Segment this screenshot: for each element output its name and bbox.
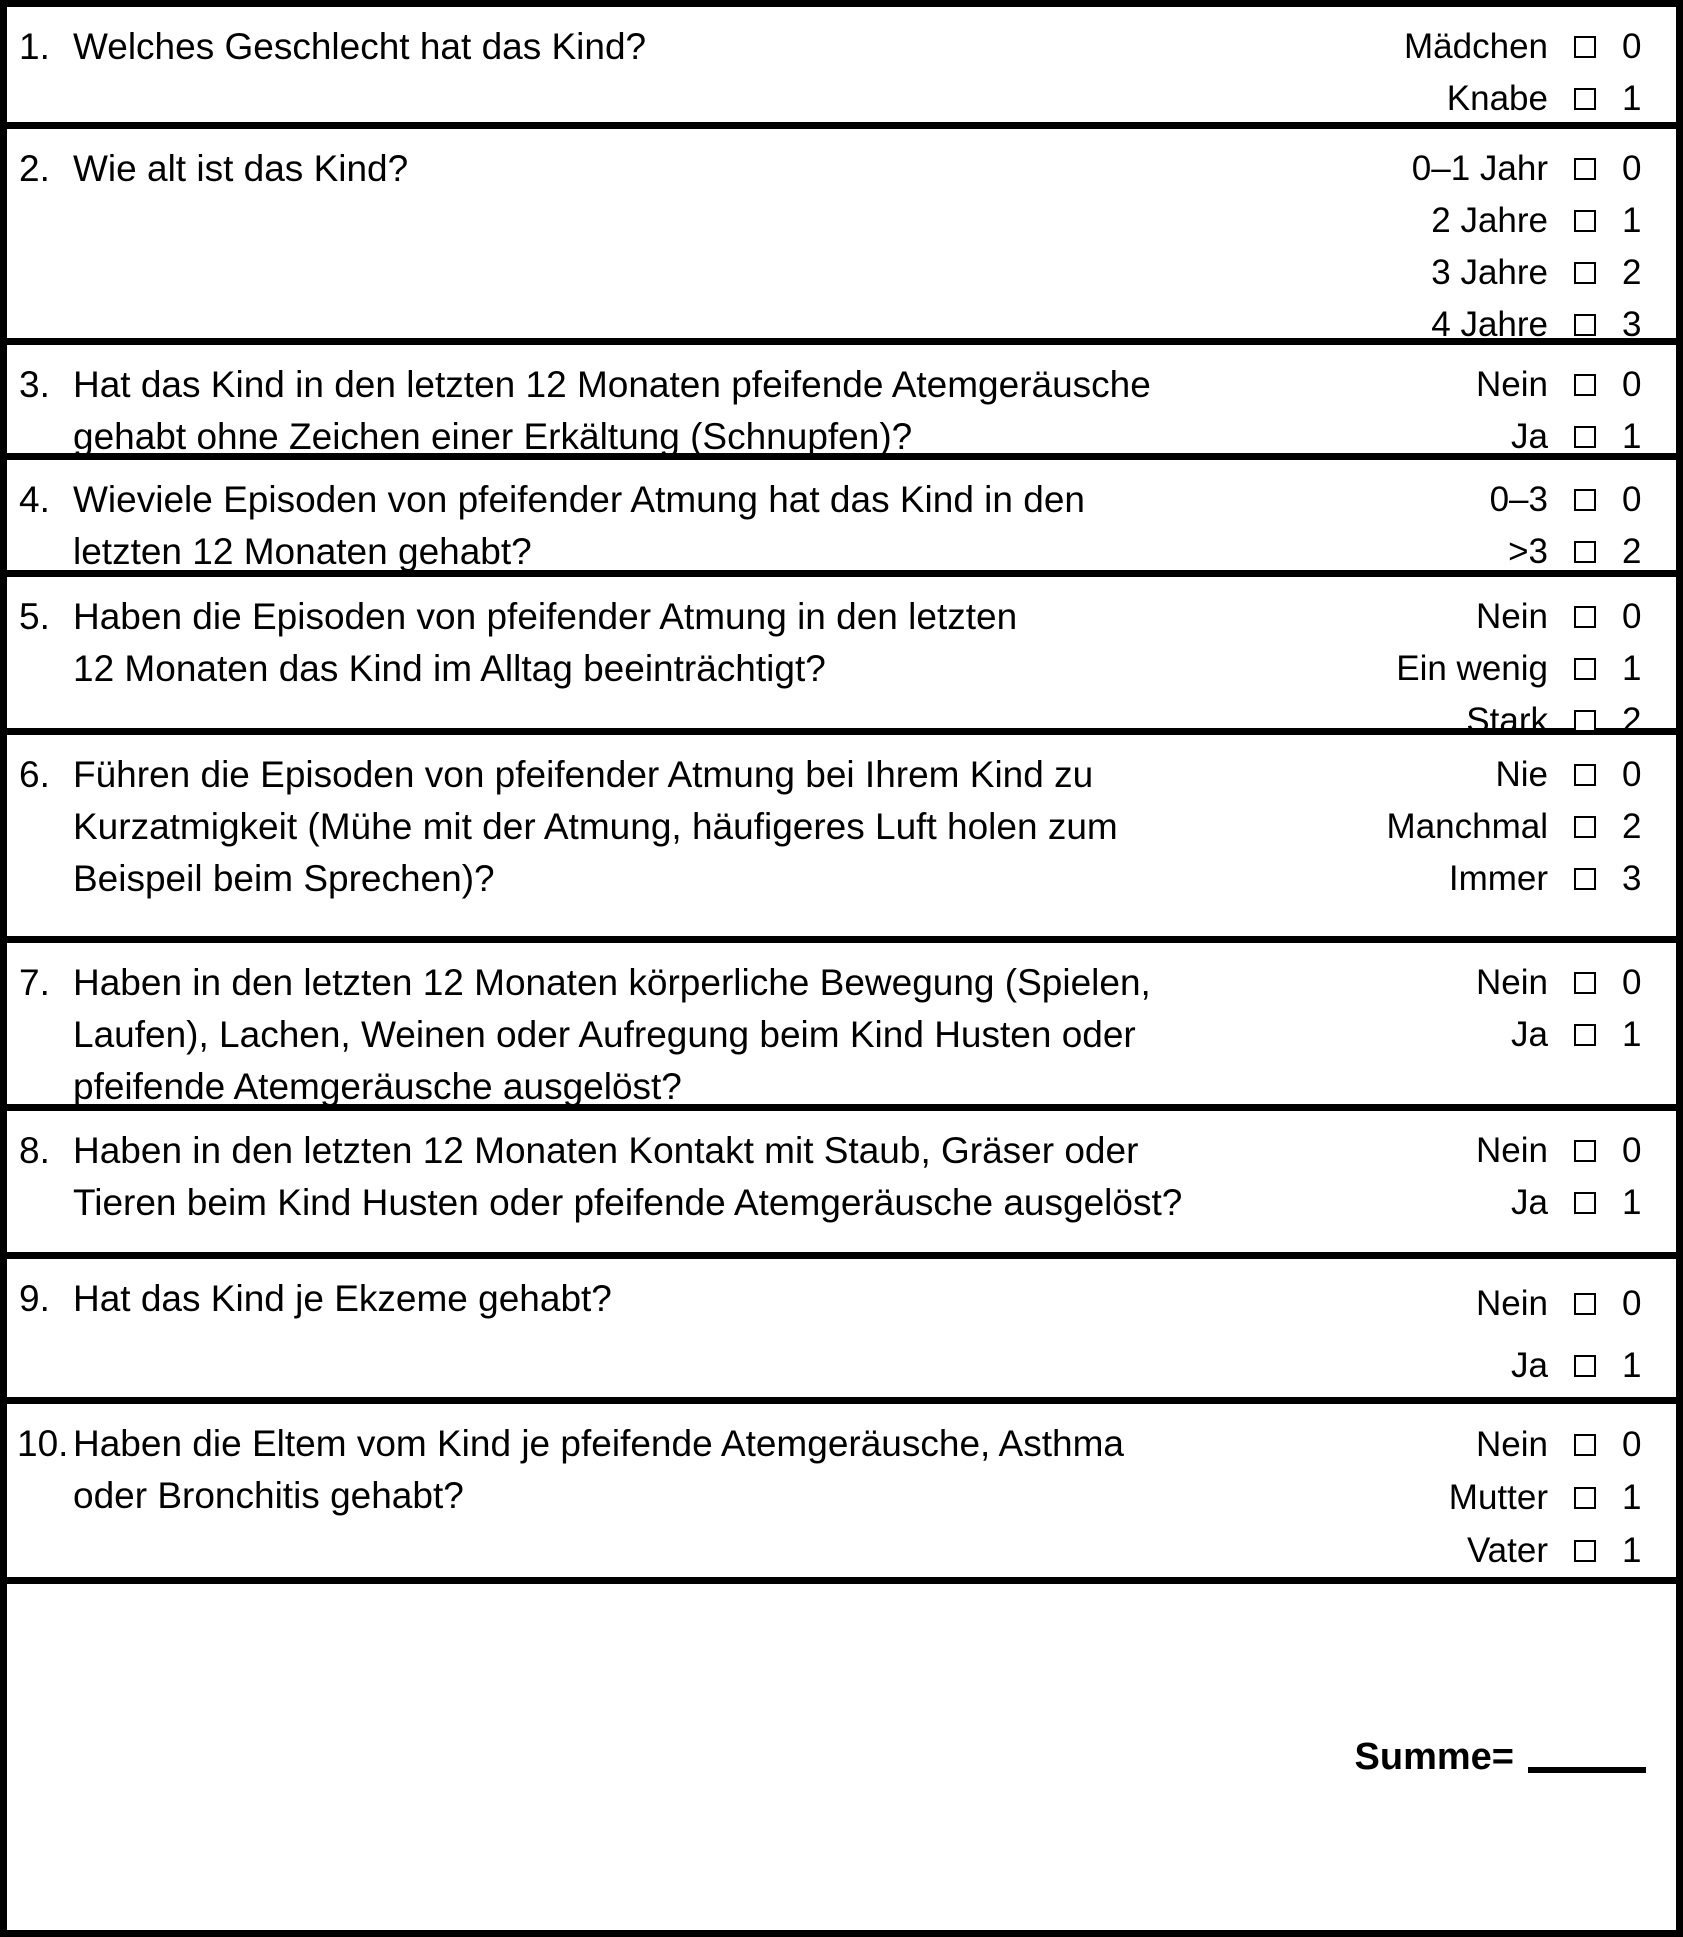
question-2-options [1216,129,1676,344]
question-4-text-line-1: Wieviele Episoden von pfeifender Atmung hat das Kind in den [73,479,1085,520]
question-8-options [1216,1111,1676,1252]
option-row[interactable] [1216,749,1654,801]
checkbox-icon[interactable] [1574,426,1596,448]
summary-value-field[interactable] [1528,1741,1646,1773]
checkbox-icon[interactable] [1574,1487,1596,1509]
question-8-text-line-2: Tieren beim Kind Husten oder pfeifende Atemgeräusche ausgelöst? [73,1182,1183,1223]
question-9-options [1216,1259,1676,1397]
question-10-options [1216,1404,1676,1577]
option-row[interactable] [1216,411,1654,463]
option-row[interactable] [1216,643,1654,695]
question-1-options [1216,7,1676,122]
checkbox-icon[interactable] [1574,1434,1596,1456]
checkbox-icon[interactable] [1574,262,1596,284]
option-row[interactable] [1216,801,1654,853]
question-3-prompt [7,345,1216,457]
option-label: Vater [1466,1530,1548,1570]
question-4-text-line-2: letzten 12 Monaten gehabt? [73,531,532,572]
option-label: Stark [1466,701,1548,740]
option-score: 0 [1622,755,1642,794]
option-label: Ja [1511,1015,1548,1054]
checkbox-icon[interactable] [1574,88,1596,110]
option-row[interactable] [1216,526,1654,578]
option-score: 2 [1622,701,1642,740]
option-row[interactable] [1216,1125,1654,1177]
checkbox-icon[interactable] [1574,1024,1596,1046]
option-score: 1 [1622,649,1642,688]
checkbox-icon[interactable] [1574,658,1596,680]
option-row[interactable] [1216,1009,1654,1061]
question-8-text-line-1: Haben in den letzten 12 Monaten Kontakt mit Staub, Gräser oder [73,1130,1139,1171]
question-row-10 [7,1404,1676,1584]
option-score: 2 [1622,807,1642,846]
option-label: Mutter [1448,1477,1548,1517]
option-score: 0 [1622,27,1642,66]
question-2-number: 2. [19,148,50,189]
question-5-prompt [7,577,1216,728]
checkbox-icon[interactable] [1574,158,1596,180]
question-2-text [73,143,1216,195]
checkbox-icon[interactable] [1574,868,1596,890]
question-1-text-line-1: Welches Geschlecht hat das Kind? [73,26,647,67]
question-7-text-line-3: pfeifende Atemgeräusche ausgelöst? [73,1066,682,1107]
summary-container [7,1584,1676,1930]
option-row[interactable] [1216,474,1654,526]
question-row-9 [7,1259,1676,1404]
question-row-6 [7,735,1676,943]
checkbox-icon[interactable] [1574,710,1596,732]
question-5-text [73,591,1216,695]
question-8-text [73,1125,1216,1229]
checkbox-icon[interactable] [1574,1192,1596,1214]
question-4-options [1216,460,1676,570]
question-row-8 [7,1111,1676,1259]
question-row-5 [7,577,1676,740]
question-3-text-line-2: gehabt ohne Zeichen einer Erkältung (Schnupfen)? [73,416,913,457]
option-label: 2 Jahre [1431,201,1548,240]
question-4-text [73,474,1216,578]
option-label: Manchmal [1386,807,1548,846]
checkbox-icon[interactable] [1574,210,1596,232]
checkbox-icon[interactable] [1574,606,1596,628]
question-row-1 [7,7,1676,129]
question-6-number: 6. [19,754,50,795]
question-5-text-line-1: Haben die Episoden von pfeifender Atmung in den letzten [73,596,1018,637]
option-label: Nein [1476,1284,1548,1323]
question-6-text [73,749,1216,905]
option-score: 2 [1622,532,1642,571]
question-7-options [1216,943,1676,1104]
question-5-number: 5. [19,596,50,637]
question-6-text-line-2: Kurzatmigkeit (Mühe mit der Atmung, häufigeres Luft holen zum [73,806,1118,847]
option-score: 3 [1622,305,1642,344]
option-row[interactable] [1216,359,1654,411]
question-7-text-line-1: Haben in den letzten 12 Monaten körperliche Bewegung (Spielen, [73,962,1151,1003]
option-label: 0–3 [1489,480,1548,519]
option-row[interactable] [1216,1524,1654,1577]
question-7-prompt [7,943,1216,1107]
option-label: Nein [1476,1131,1548,1170]
option-score: 1 [1622,1015,1642,1054]
option-label: Ja [1511,1346,1548,1385]
option-row[interactable] [1216,957,1654,1009]
checkbox-icon[interactable] [1574,314,1596,336]
checkbox-icon[interactable] [1574,816,1596,838]
option-row[interactable] [1216,1177,1654,1229]
question-row-7 [7,943,1676,1111]
question-row-4 [7,460,1676,577]
option-label: 0–1 Jahr [1411,149,1548,188]
checkbox-icon[interactable] [1574,1140,1596,1162]
option-row[interactable] [1216,195,1654,247]
question-8-number: 8. [19,1130,50,1171]
question-4-number: 4. [19,479,50,520]
option-score: 0 [1622,1131,1642,1170]
option-label: Ja [1511,417,1548,456]
option-row[interactable] [1216,1471,1654,1524]
checkbox-icon[interactable] [1574,374,1596,396]
option-score: 0 [1622,149,1642,188]
option-label: Nein [1476,597,1548,636]
option-label: Nein [1476,365,1548,404]
option-row[interactable] [1216,1335,1654,1397]
option-row[interactable] [1216,143,1654,195]
option-score: 1 [1622,201,1642,240]
option-score: 1 [1622,1477,1642,1517]
question-6-text-line-1: Führen die Episoden von pfeifender Atmung bei Ihrem Kind zu [73,754,1094,795]
option-score: 1 [1622,79,1642,118]
question-1-number: 1. [19,26,50,67]
option-label: 4 Jahre [1431,305,1548,344]
option-row[interactable] [1216,299,1654,351]
question-3-text [73,359,1216,463]
question-6-text-line-3: Beispeil beim Sprechen)? [73,858,495,899]
question-9-prompt [7,1259,1216,1397]
option-score: 3 [1622,859,1642,898]
checkbox-icon[interactable] [1574,1293,1596,1315]
checkbox-icon[interactable] [1574,489,1596,511]
summary-row [7,1584,1676,1930]
question-3-text-line-1: Hat das Kind in den letzten 12 Monaten pfeifende Atemgeräusche [73,364,1151,405]
option-label: Nie [1495,755,1548,794]
option-row[interactable] [1216,21,1654,73]
option-label: Mädchen [1404,27,1548,66]
option-score: 1 [1622,417,1642,456]
question-3-number: 3. [19,364,50,405]
option-score: 1 [1622,1346,1642,1385]
question-9-number: 9. [19,1278,50,1319]
option-label: Ja [1511,1183,1548,1222]
checkbox-icon[interactable] [1574,764,1596,786]
option-label: Knabe [1446,79,1548,118]
option-label: >3 [1508,532,1548,571]
question-7-text-line-2: Laufen), Lachen, Weinen oder Aufregung beim Kind Husten oder [73,1014,1136,1055]
question-10-number: 10. [17,1423,69,1464]
option-row[interactable] [1216,73,1654,125]
option-label: Nein [1476,1424,1548,1464]
option-score: 0 [1622,365,1642,404]
question-1-prompt [7,7,1216,122]
checkbox-icon[interactable] [1574,36,1596,58]
question-5-options [1216,577,1676,740]
question-4-prompt [7,460,1216,570]
question-6-prompt [7,735,1216,936]
question-2-text-line-1: Wie alt ist das Kind? [73,148,409,189]
question-8-prompt [7,1111,1216,1252]
question-3-options [1216,345,1676,456]
option-score: 0 [1622,480,1642,519]
option-score: 0 [1622,597,1642,636]
question-9-text [73,1273,1216,1325]
question-10-text [73,1418,1216,1522]
question-5-text-line-2: 12 Monaten das Kind im Alltag beeinträchtigt? [73,648,826,689]
question-1-text [73,21,1216,73]
checkbox-icon[interactable] [1574,1540,1596,1562]
option-score: 1 [1622,1530,1642,1570]
question-6-options [1216,735,1676,936]
question-10-text-line-2: oder Bronchitis gehabt? [73,1475,464,1516]
question-10-prompt [7,1404,1216,1577]
option-row[interactable] [1216,1273,1654,1335]
option-label: Immer [1448,859,1548,898]
checkbox-icon[interactable] [1574,1355,1596,1377]
option-score: 0 [1622,963,1642,1002]
option-label: Nein [1476,963,1548,1002]
question-9-text-line-1: Hat das Kind je Ekzeme gehabt? [73,1278,612,1319]
question-row-3 [7,345,1676,460]
question-row-2 [7,129,1676,345]
option-label: Ein wenig [1396,649,1548,688]
checkbox-icon[interactable] [1574,972,1596,994]
summary-label: Summe= [1354,1735,1514,1778]
checkbox-icon[interactable] [1574,541,1596,563]
option-label: 3 Jahre [1431,253,1548,292]
option-score: 2 [1622,253,1642,292]
option-score: 0 [1622,1424,1642,1464]
question-7-number: 7. [19,962,50,1003]
option-row[interactable] [1216,591,1654,643]
option-score: 1 [1622,1183,1642,1222]
option-row[interactable] [1216,853,1654,905]
question-2-prompt [7,129,1216,338]
question-7-text [73,957,1216,1113]
option-score: 0 [1622,1284,1642,1323]
option-row[interactable] [1216,247,1654,299]
option-row[interactable] [1216,1418,1654,1471]
question-10-text-line-1: Haben die Eltem vom Kind je pfeifende Atemgeräusche, Asthma [73,1423,1124,1464]
